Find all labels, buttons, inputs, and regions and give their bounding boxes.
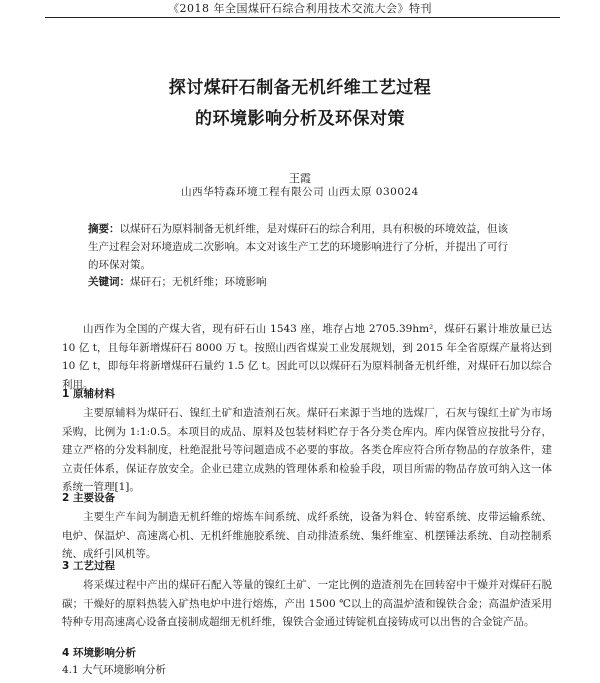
abstract <box>88 220 518 274</box>
running-header: 《2018 年全国煤矸石综合利用技术交流大会》特刊 <box>168 2 432 15</box>
section-2-text: 主要生产车间为制造无机纤维的熔炼车间系统、成纤系统，设备为料仓、转窑系统、皮带运输系统、电炉、保温炉、高速离心机、无机纤维施胶系统、自动排渣系统、集纤维室、机摆锤法系统、自动控制系统、成纤引风机等。 <box>62 511 552 560</box>
section-4-heading: 4 环境影响分析 <box>62 647 136 659</box>
header-rule <box>45 17 560 18</box>
keywords-text: 煤矸石；无机纤维；环境影响 <box>130 276 267 288</box>
abstract-text: 以煤矸石为原料制备无机纤维，是对煤矸石的综合利用，具有积极的环境效益，但该生产过程会对环境造成二次影响。本文对该生产工艺的环境影响进行了分析，并提出了可行的环保对策。 <box>88 223 508 271</box>
keywords-label: 关键词： <box>88 276 130 288</box>
paper-title-line-1: 探讨煤矸石制备无机纤维工艺过程 <box>168 78 432 98</box>
section-3-body <box>62 576 552 632</box>
section-4-1-heading: 4.1 大气环境影响分析 <box>62 664 167 676</box>
intro-paragraph <box>62 320 552 394</box>
section-2-body <box>62 508 552 564</box>
author-name: 王霞 <box>289 172 311 185</box>
section-2-heading: 2 主要设备 <box>62 492 115 504</box>
section-1-heading: 1 原辅材料 <box>62 388 115 400</box>
abstract-label: 摘要： <box>88 223 120 235</box>
intro-text: 山西作为全国的产煤大省，现有矸石山 1543 座，堆存占地 2705.39hm²，煤矸石累计堆放量已达 10 亿 t，且每年新增煤矸石 8000 万 t。按照山西省煤炭工业发展规划，到 2015 年全省原煤产量将达到 10 亿 t，即每年将新增煤矸石量约 1.5 亿 t。因此可以以煤矸石为原料制备无机纤维，对煤矸石加以综合利用。 <box>62 323 552 391</box>
paper-title-line-2: 的环境影响分析及环保对策 <box>195 109 405 129</box>
section-3-text: 将采煤过程中产出的煤矸石配入等量的镍红土矿、一定比例的造渣剂先在回转窑中干燥并对煤矸石脱碳；干燥好的原料热装入矿热电炉中进行熔炼，产出 1500 ℃以上的高温炉渣和镍铁合金；高温炉渣采用特种专用高速离心设备直接制成超细无机纤维，镍铁合金通过铸锭机直接铸成可以出售的合金锭产品。 <box>62 579 552 628</box>
section-1-body <box>62 404 552 497</box>
section-3-heading: 3 工艺过程 <box>62 560 115 572</box>
section-1-text: 主要原辅料为煤矸石、镍红土矿和造渣剂石灰。煤矸石来源于当地的选煤厂，石灰与镍红土矿为市场采购，比例为 1:1:0.5。本项目的成品、原料及包装材料贮存于各分类仓库内。库内保管应按批号分存，建立严格的分发料制度，杜绝混批号等问题造成不必要的事故。各类仓库应符合所存物品的存放条件，建立责任体系，保证存放安全。企业已建立成熟的管理体系和检验手段，项目所需的物品存放可纳入这一体系统一管理[1]。 <box>62 407 552 493</box>
author-affiliation: 山西华特森环境工程有限公司 山西太原 030024 <box>181 186 419 198</box>
keywords <box>88 274 518 289</box>
